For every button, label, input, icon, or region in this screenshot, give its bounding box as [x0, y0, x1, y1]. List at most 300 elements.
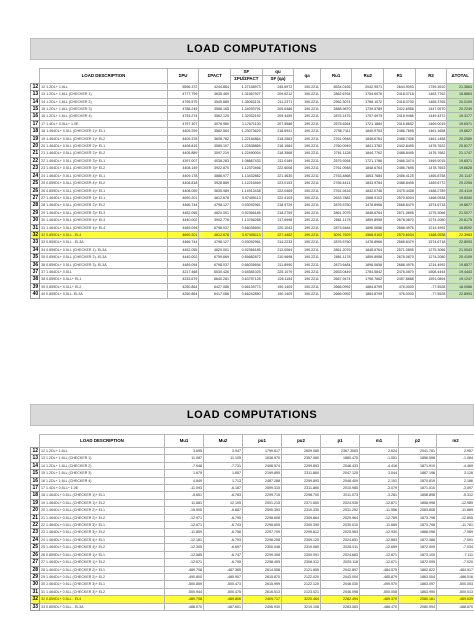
- row-number: 16: [31, 113, 40, 120]
- sheet-title-2: LOAD COMPUTATIONS: [30, 404, 474, 426]
- value-cell: 1274.2080: [415, 217, 447, 224]
- value-cell: -488.870: [437, 603, 474, 610]
- value-cell: 11.105: [204, 455, 243, 462]
- value-cell: 21.0077: [447, 209, 474, 216]
- value-cell: 2001.215: [243, 499, 282, 506]
- table-row: [31, 514, 474, 521]
- load-description-cell: 14 1.2DL+ 1.6LL (CHECKER 2): [40, 98, 168, 105]
- value-cell: 2616.513: [243, 588, 282, 595]
- load-description-cell: 22 1.464DL+ 0.5LL (CHECKER 3)+ EL1: [40, 157, 168, 164]
- sheet-bottom: [30, 404, 474, 611]
- value-cell: 1863.097: [399, 581, 437, 588]
- value-cell: 2760.0949: [320, 143, 352, 150]
- value-cell: 4440.002: [167, 217, 199, 224]
- value-cell: -6.758: [204, 529, 243, 536]
- value-cell: -12.871: [360, 551, 399, 558]
- value-cell: 0.66139773: [231, 283, 263, 290]
- value-cell: 190.2211: [294, 128, 321, 135]
- value-cell: 1873.798: [399, 514, 437, 521]
- value-cell: 190.2211: [294, 276, 321, 283]
- value-cell: 2486.7695: [384, 128, 416, 135]
- value-cell: 190.2211: [294, 83, 321, 90]
- load-description-cell: 38 0.859DL+ 0.5LL+ EL1: [40, 276, 168, 283]
- value-cell: 4795.575: [167, 98, 199, 105]
- value-cell: -487.601: [204, 603, 243, 610]
- value-cell: 6798.037: [199, 224, 231, 231]
- col-header-r1: R1: [384, 69, 416, 84]
- value-cell: -1.051: [360, 455, 399, 462]
- value-cell: 1796.7662: [352, 276, 384, 283]
- value-cell: 2667.9474: [320, 276, 352, 283]
- value-cell: -1.084: [437, 455, 474, 462]
- value-cell: 1759.3910: [415, 83, 447, 90]
- table-row: [31, 165, 474, 172]
- value-cell: 22.3983: [447, 231, 474, 238]
- value-cell: 4409.378: [167, 135, 199, 142]
- row-number: 18: [31, 128, 40, 135]
- value-cell: 2371.650: [282, 499, 321, 506]
- value-cell: 2048.433: [321, 462, 360, 469]
- value-cell: 1840.9753: [352, 128, 384, 135]
- col-header-pu2: pu2: [282, 435, 321, 448]
- row-number: 18: [32, 492, 38, 499]
- value-cell: 1463.7762: [415, 91, 447, 98]
- value-cell: 1.35063131: [231, 98, 263, 105]
- value-cell: 2678.0870: [384, 217, 416, 224]
- load-description-cell: 23 1.464DL+ 0.5LL (CHECKER 3)+ EL2: [40, 165, 168, 172]
- value-cell: -500.003: [437, 581, 474, 588]
- value-cell: 4409.178: [167, 172, 199, 179]
- value-cell: 0.65682872: [231, 254, 263, 261]
- value-cell: 3928.889: [199, 180, 231, 187]
- value-cell: 2300.048: [243, 544, 282, 551]
- value-cell: 2310.330: [282, 507, 321, 514]
- col-header-qa: qa: [294, 69, 321, 84]
- row-number: 12: [31, 83, 40, 90]
- value-cell: 21.3664: [447, 83, 474, 90]
- value-cell: 1784.5642: [352, 268, 384, 275]
- value-cell: 2861.1178: [320, 217, 352, 224]
- value-cell: 1848.6764: [352, 165, 384, 172]
- value-cell: 6759.669: [199, 254, 231, 261]
- value-cell: 4408.149: [167, 165, 199, 172]
- load-description-cell: 36 0.859DL+ 0.5LL (CHECKER 3)- EL3A: [40, 261, 168, 268]
- value-cell: 1863.990: [399, 588, 437, 595]
- load-description-cell: 19 1.464DL+ 0.5LL (CHECKER 1)+ EL2: [40, 135, 168, 142]
- value-cell: 4250.864: [167, 291, 199, 298]
- value-cell: 2406.930: [243, 603, 282, 610]
- value-cell: 207.5586: [262, 120, 294, 127]
- value-cell: 1.13766268: [231, 217, 263, 224]
- value-cell: 1.657: [204, 470, 243, 477]
- value-cell: -6.795: [204, 559, 243, 566]
- load-description-cell: 32 0.859DL+ 0.5LL - EL4: [40, 596, 165, 603]
- value-cell: 1872.095: [399, 559, 437, 566]
- value-cell: 3902.776: [199, 217, 231, 224]
- load-description-cell: 23 1.464DL+ 0.5LL (CHECKER 3)+ EL2: [40, 529, 165, 536]
- value-cell: 2486.7695: [384, 165, 416, 172]
- value-cell: 1275.3066: [415, 209, 447, 216]
- row-number: 20: [32, 507, 38, 514]
- row-number: 21: [31, 150, 40, 157]
- value-cell: 2025.118: [321, 559, 360, 566]
- value-cell: 2609.085: [282, 448, 321, 455]
- row-number: 22: [32, 522, 38, 529]
- row-number: 12: [32, 448, 38, 454]
- table-row: [31, 603, 474, 610]
- row-number: 33: [32, 603, 38, 610]
- row-number: 22: [31, 157, 40, 164]
- value-cell: 4405.889: [167, 150, 199, 157]
- value-cell: 2488.7406: [384, 135, 416, 142]
- value-cell: 2282.494: [321, 596, 360, 603]
- value-cell: 3568.165: [199, 106, 231, 113]
- row-number: 20: [31, 143, 40, 150]
- value-cell: 1478.8966: [352, 202, 384, 209]
- col-header-mu1: Mu1: [165, 435, 204, 448]
- table-row: [31, 187, 474, 194]
- value-cell: 1721.1786: [352, 157, 384, 164]
- load-description-cell: 22 1.464DL+ 0.5LL (CHECKER 3)+ EL1: [40, 522, 165, 529]
- load-description-cell: 16 1.2DL+ 1.6LL (CHECKER 4): [40, 477, 165, 484]
- value-cell: -7.948: [165, 462, 204, 469]
- value-cell: -489.379: [360, 596, 399, 603]
- value-cell: 218.9729: [262, 202, 294, 209]
- value-cell: 1873.100: [399, 551, 437, 558]
- value-cell: 4233.679: [167, 276, 199, 283]
- table-row: [31, 143, 474, 150]
- load-description-cell: 29 1.464DL+ 0.5LL (CHECKER 2)+ EL2: [40, 573, 165, 580]
- value-cell: -7.731: [204, 462, 243, 469]
- row-number: 23: [32, 529, 38, 536]
- row-number: 29: [31, 209, 40, 216]
- table-row: [31, 566, 474, 573]
- value-cell: 2418.9466: [384, 113, 416, 120]
- value-cell: 4466.744: [167, 239, 199, 246]
- value-cell: 2041.781: [399, 448, 437, 455]
- value-cell: -11.556: [360, 507, 399, 514]
- row-number: 17: [32, 485, 38, 492]
- value-cell: 1848.6764: [352, 246, 384, 253]
- value-cell: -5.312: [437, 492, 474, 499]
- value-cell: 2080.161: [399, 596, 437, 603]
- value-cell: 2962.3074: [320, 98, 352, 105]
- value-cell: 190.2211: [294, 231, 321, 238]
- value-cell: 2046.098: [321, 588, 360, 595]
- load-description-cell: 40 0.859DL+ 0.5LL- EL3A: [40, 291, 168, 298]
- value-cell: -15.905: [165, 507, 204, 514]
- load-description-cell: 31 1.464DL+ 0.5LL (CHECKER 3)+ EL2: [40, 588, 165, 595]
- load-description-cell: 25 0.859DL+ 0.5LL (CHECKER 4)+ EL2: [40, 180, 168, 187]
- table-row: [31, 231, 474, 238]
- value-cell: 2299.893: [282, 477, 321, 484]
- value-cell: 1274.2080: [415, 254, 447, 261]
- value-cell: 1799.617: [243, 448, 282, 455]
- value-cell: 1848.6764: [352, 209, 384, 216]
- header-row: [31, 69, 474, 76]
- value-cell: 2299.715: [243, 492, 282, 499]
- col-subheader-qu: SF (qa): [262, 76, 294, 83]
- value-cell: 2476.0870: [384, 268, 416, 275]
- table-row: [31, 98, 474, 105]
- value-cell: 3.044: [360, 470, 399, 477]
- value-cell: 2599.315: [243, 485, 282, 492]
- value-cell: -486.016: [437, 573, 474, 580]
- table-row: [31, 291, 474, 298]
- value-cell: 1853.7684: [352, 172, 384, 179]
- value-cell: 2309.120: [282, 536, 321, 543]
- value-cell: 2475.4408: [384, 187, 416, 194]
- table-row: [31, 91, 474, 98]
- value-cell: 20.2089: [447, 135, 474, 142]
- value-cell: 19.1247: [447, 276, 474, 283]
- row-number: 39: [31, 283, 40, 290]
- value-cell: -7.034: [437, 544, 474, 551]
- value-cell: 1872.009: [399, 544, 437, 551]
- value-cell: 2367.3083: [321, 448, 360, 455]
- value-cell: 190.2211: [294, 283, 321, 290]
- value-cell: -12.305: [165, 544, 204, 551]
- value-cell: 2765.4414: [320, 180, 352, 187]
- value-cell: 1871.910: [399, 462, 437, 469]
- value-cell: 2297.709: [243, 529, 282, 536]
- value-cell: -6.747: [204, 551, 243, 558]
- value-cell: 4812.678: [199, 194, 231, 201]
- value-cell: 0.97455113: [231, 231, 263, 238]
- value-cell: 2678.0870: [384, 254, 416, 261]
- value-cell: 1461.1658: [415, 128, 447, 135]
- value-cell: 2763.4868: [320, 172, 352, 179]
- row-number: 30: [32, 581, 38, 588]
- value-cell: 2487.288: [243, 477, 282, 484]
- value-cell: 1.12216469: [231, 180, 263, 187]
- value-cell: -6.743: [204, 522, 243, 529]
- value-cell: 4793.274: [167, 113, 199, 120]
- value-cell: -7.091: [437, 536, 474, 543]
- value-cell: 1754.6076: [352, 91, 384, 98]
- value-cell: 1880.475: [321, 455, 360, 462]
- value-cell: 11.087: [165, 455, 204, 462]
- value-cell: 0.97455113: [231, 194, 263, 201]
- value-cell: 1591.0894: [415, 276, 447, 283]
- col-subheader-sf: ΣPU/ΣPACT: [231, 76, 263, 83]
- value-cell: 2047.125: [321, 470, 360, 477]
- value-cell: -4.416: [360, 462, 399, 469]
- value-cell: 2083.808: [399, 507, 437, 514]
- value-cell: 1.23073629: [231, 128, 263, 135]
- value-cell: 20.1147: [447, 172, 474, 179]
- load-description-cell: 12 1.2DL+ 1.6LL: [40, 83, 168, 90]
- row-number: 40: [31, 291, 40, 298]
- value-cell: 2298.608: [243, 514, 282, 521]
- value-cell: 4797.307: [167, 120, 199, 127]
- value-cell: 1848.6764: [352, 135, 384, 142]
- value-cell: 209.4459: [262, 113, 294, 120]
- value-cell: 1.08887433: [231, 157, 263, 164]
- value-cell: 0.93092961: [231, 239, 263, 246]
- value-cell: 2031.292: [321, 507, 360, 514]
- value-cell: 4408.818: [167, 180, 199, 187]
- value-cell: 2590.393: [243, 507, 282, 514]
- value-cell: 2688.4976: [384, 224, 416, 231]
- load-description-cell: 15 1.2DL+ 1.6LL (CHECKER 3): [40, 106, 168, 113]
- row-number: 23: [31, 165, 40, 172]
- value-cell: -77.5528: [415, 283, 447, 290]
- table-row: [31, 477, 474, 484]
- value-cell: 2457.8888: [384, 276, 416, 283]
- value-cell: -12.585: [165, 551, 204, 558]
- value-cell: 4038.283: [199, 157, 231, 164]
- table-row: [31, 128, 474, 135]
- value-cell: 218.3568: [262, 150, 294, 157]
- value-cell: 1.32932192: [231, 113, 263, 120]
- value-cell: -12.989: [437, 499, 474, 506]
- header-row-2: [31, 435, 474, 448]
- table-row: [31, 180, 474, 187]
- value-cell: 2315.8652: [384, 120, 416, 127]
- value-cell: 4452.055: [167, 209, 199, 216]
- value-cell: 1862.822: [399, 566, 437, 573]
- load-description-cell: 30 1.464DL+ 0.5LL (CHECKER 4)+ EL3: [40, 217, 168, 224]
- value-cell: 476.0000: [384, 283, 416, 290]
- value-cell: 1.13432862: [231, 172, 263, 179]
- table-row: [31, 209, 474, 216]
- value-cell: 3635.469: [199, 91, 231, 98]
- value-cell: -4.469: [437, 462, 474, 469]
- value-cell: 2761.0948: [320, 165, 352, 172]
- value-cell: 3597.219: [199, 150, 231, 157]
- load-description-cell: 33 0.859DL+ 0.5LL - EL3A: [40, 603, 165, 610]
- value-cell: 19.6628: [447, 165, 474, 172]
- value-cell: 217.6998: [262, 217, 294, 224]
- row-number: 32: [31, 231, 40, 238]
- col-header-r2: R2: [415, 69, 447, 84]
- table-row: [31, 573, 474, 580]
- value-cell: 2300.390: [282, 522, 321, 529]
- value-cell: -485.907: [204, 573, 243, 580]
- value-cell: -499.970: [360, 581, 399, 588]
- value-cell: 2030.010: [321, 522, 360, 529]
- value-cell: 2614.558: [243, 566, 282, 573]
- row-number: 28: [31, 202, 40, 209]
- value-cell: -500.473: [204, 581, 243, 588]
- row-number: 13: [31, 91, 40, 98]
- load-description-cell: 33 0.859DL+ 0.5LL - EL3A: [40, 239, 168, 246]
- col-header-desc: LOAD DESCRIPTION: [40, 69, 168, 84]
- value-cell: 2.624: [360, 448, 399, 455]
- value-cell: 2633.7881: [320, 194, 352, 201]
- value-cell: -6.795: [204, 514, 243, 521]
- value-cell: 4820.001: [199, 246, 231, 253]
- value-cell: 2025.963: [321, 529, 360, 536]
- value-cell: 1.713: [204, 477, 243, 484]
- value-cell: 2311.860: [282, 470, 321, 477]
- table-row: [31, 448, 474, 455]
- value-cell: 6798.037: [199, 261, 231, 268]
- table-row: [31, 268, 474, 275]
- table-row: [31, 485, 474, 492]
- value-cell: -488.070: [165, 603, 204, 610]
- load-description-cell: 14 1.2DL+ 1.6LL (CHECKER 2): [40, 462, 165, 469]
- value-cell: 2026.011: [321, 544, 360, 551]
- value-cell: 2571.0895: [384, 209, 416, 216]
- row-number: 31: [32, 588, 38, 595]
- value-cell: 3582.564: [199, 128, 231, 135]
- row-number: 38: [31, 276, 40, 283]
- value-cell: -5.651: [165, 492, 204, 499]
- value-cell: -12.871: [360, 499, 399, 506]
- load-description-cell: 16 1.2DL+ 1.6LL (CHECKER 4): [40, 113, 168, 120]
- value-cell: 2300.091: [282, 551, 321, 558]
- load-description-cell: 17 1.4DL+ 0.5LL+ 1.0E: [40, 120, 168, 127]
- value-cell: 2024.935: [321, 499, 360, 506]
- value-cell: 1884.8799: [352, 283, 384, 290]
- value-cell: 19.8340: [447, 194, 474, 201]
- value-cell: 190.2211: [294, 224, 321, 231]
- col-header-m2: m2: [437, 435, 474, 448]
- table-row: [31, 120, 474, 127]
- value-cell: 12.105: [204, 499, 243, 506]
- value-cell: 210.9698: [262, 254, 294, 261]
- value-cell: -500.859: [165, 581, 204, 588]
- value-cell: 0.66035694: [231, 224, 263, 231]
- value-cell: 2575.9264: [320, 157, 352, 164]
- value-cell: 2873.6484: [320, 261, 352, 268]
- table-row: [31, 581, 474, 588]
- value-cell: 2298.700: [282, 492, 321, 499]
- value-cell: 4244.864: [199, 83, 231, 90]
- load-description-cell: 28 1.464DL+ 0.5LL (CHECKER 2)+ EL1: [40, 566, 165, 573]
- load-description-cell: 25 1.464DL+ 0.5LL (CHECKER 4)+ EL2: [40, 544, 165, 551]
- value-cell: 2011.073: [321, 492, 360, 499]
- value-cell: 19.3177: [447, 113, 474, 120]
- value-cell: 1856.598: [399, 455, 437, 462]
- value-cell: 3562.125: [199, 113, 231, 120]
- value-cell: 2488.8495: [384, 150, 416, 157]
- value-cell: -11.689: [360, 522, 399, 529]
- value-cell: 2798.7411: [320, 128, 352, 135]
- value-cell: 190.2211: [294, 165, 321, 172]
- load-description-cell: 19 1.464DL+ 0.5LL (CHECKER 1)+ EL2: [40, 499, 165, 506]
- value-cell: 4076.980: [199, 120, 231, 127]
- value-cell: 11.681: [165, 499, 204, 506]
- col-header-pu1: pu1: [243, 435, 282, 448]
- value-cell: 1568.9103: [352, 194, 384, 201]
- table-row: [31, 507, 474, 514]
- value-cell: 1884.8799: [352, 291, 384, 298]
- row-number: 17: [31, 120, 40, 127]
- value-cell: 1867.196: [399, 470, 437, 477]
- value-cell: 1.22184864: [231, 135, 263, 142]
- value-cell: 4812.678: [199, 231, 231, 238]
- table-row: [31, 135, 474, 142]
- table-row: [31, 172, 474, 179]
- load-description-cell: 21 1.464DL+ 0.5LL (CHECKER 2)+ EL2: [40, 150, 168, 157]
- value-cell: 1859.8958: [352, 254, 384, 261]
- value-cell: 1859.8958: [352, 217, 384, 224]
- value-cell: 1478.7653: [415, 165, 447, 172]
- value-cell: 5596.372: [167, 83, 199, 90]
- value-cell: 2442.8495: [384, 143, 416, 150]
- row-number: 33: [31, 239, 40, 246]
- row-number: 36: [31, 261, 40, 268]
- value-cell: 2570.6004: [384, 231, 416, 238]
- value-cell: 1469.0015: [415, 157, 447, 164]
- value-cell: 22.8993: [447, 291, 474, 298]
- value-cell: 2283.083: [321, 603, 360, 610]
- value-cell: 2422.6958: [384, 106, 416, 113]
- table-row: [31, 283, 474, 290]
